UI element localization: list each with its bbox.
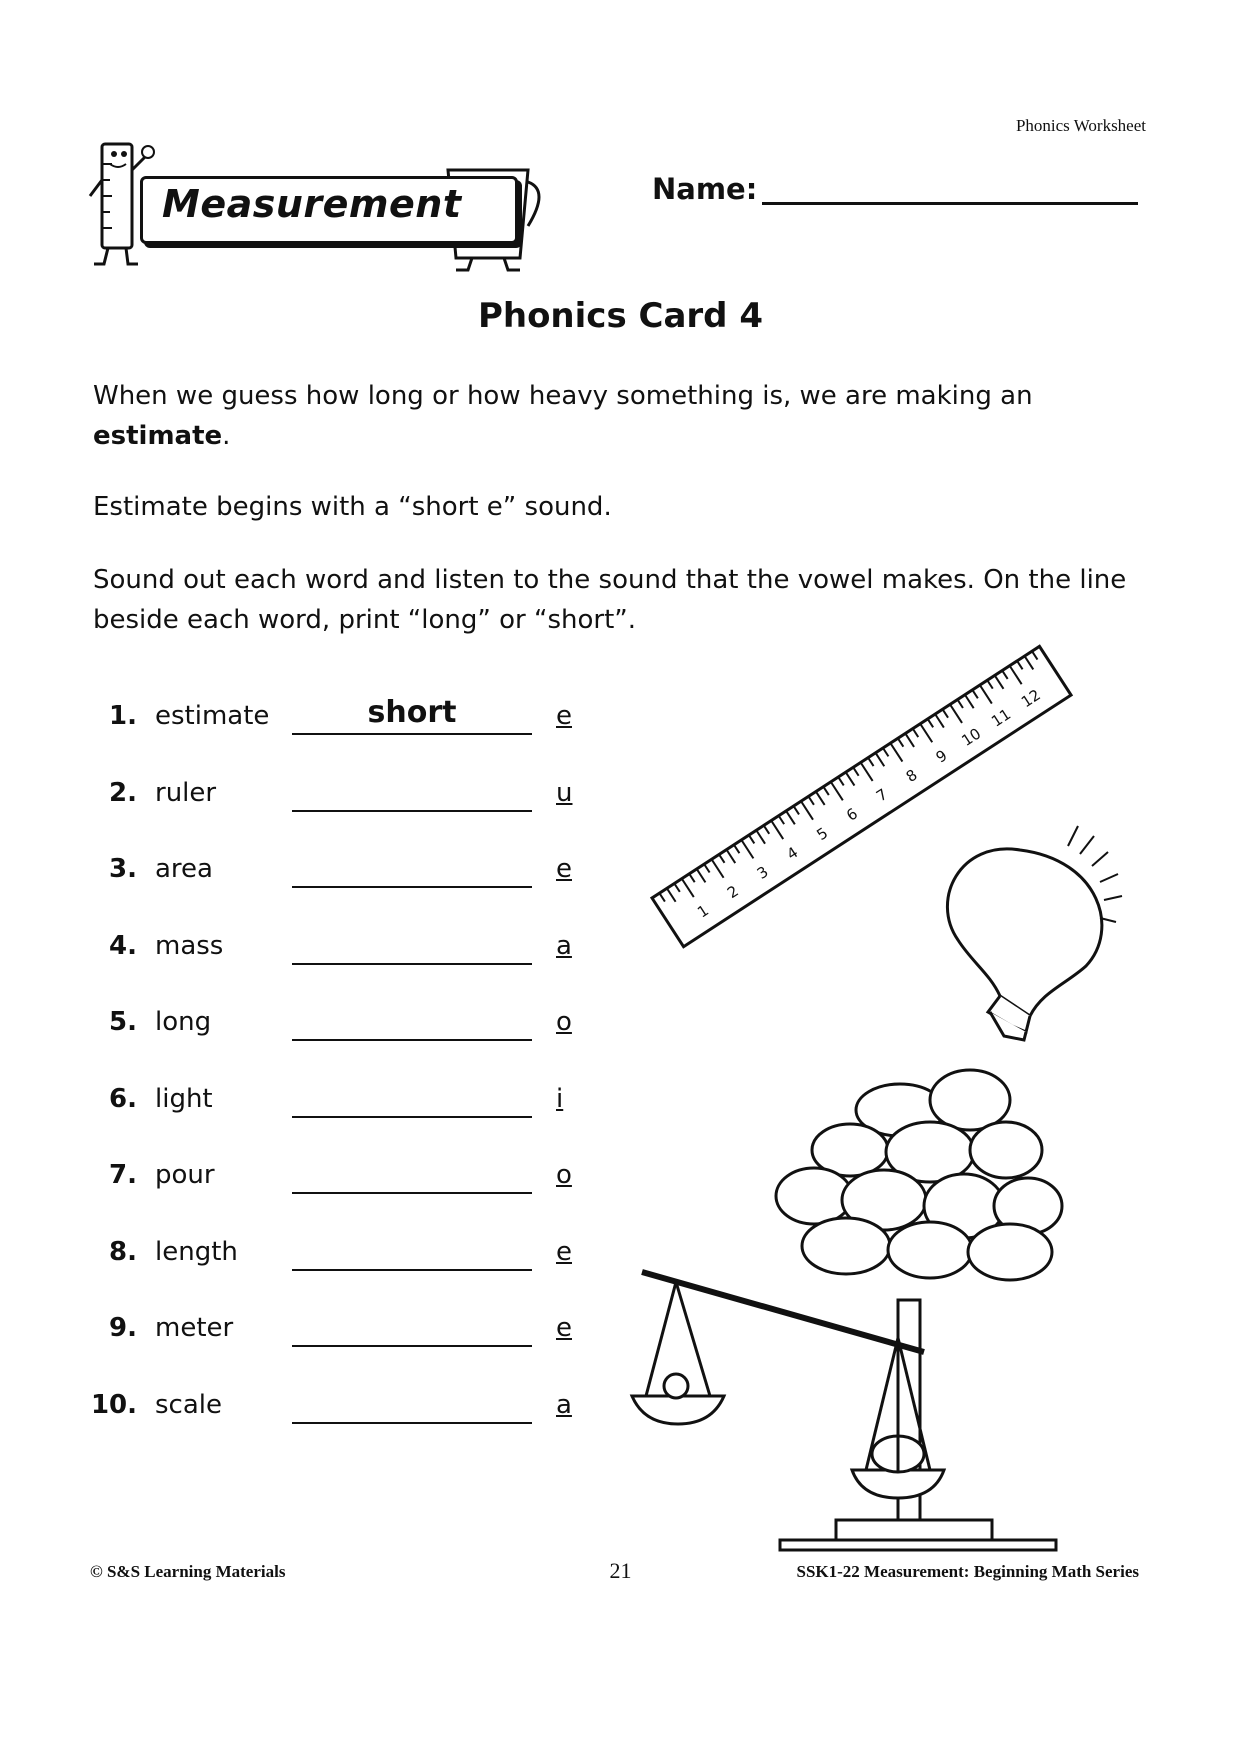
item-word: area — [155, 854, 213, 884]
vowel-hint: i — [556, 1083, 564, 1114]
list-item — [0, 695, 600, 761]
answer-line[interactable] — [292, 1116, 532, 1118]
answer-line[interactable] — [292, 810, 532, 812]
ruler-tick-label: 4 — [783, 843, 802, 864]
vowel-hint: u — [556, 777, 573, 808]
answer-line[interactable] — [292, 1039, 532, 1041]
intro-period: . — [222, 421, 231, 451]
ruler-tick-label: 1 — [694, 901, 712, 922]
item-word: meter — [155, 1313, 234, 1343]
answer-line[interactable] — [292, 1422, 532, 1424]
ruler-tick-label: 8 — [902, 765, 921, 787]
ruler-tick-label: 7 — [872, 785, 891, 806]
name-label: Name: — [652, 172, 758, 206]
vowel-hint: a — [556, 1389, 572, 1420]
ruler-tick-label: 3 — [753, 862, 772, 883]
vowel-hint: e — [556, 1236, 572, 1267]
item-number: 5. — [109, 1007, 137, 1037]
vowel-hint: o — [556, 1007, 572, 1037]
worksheet-type-label: Phonics Worksheet — [1015, 116, 1146, 135]
ruler-tick-label: 11 — [988, 705, 1015, 731]
answer-line[interactable] — [292, 963, 532, 965]
answer-line[interactable] — [292, 1269, 532, 1271]
list-item — [0, 1390, 600, 1450]
answer-line[interactable] — [292, 1192, 532, 1194]
item-number: 3. — [109, 854, 137, 884]
banner-title: Measurement — [162, 182, 462, 226]
list-item — [0, 1084, 600, 1144]
item-number: 8. — [109, 1236, 137, 1267]
list-item — [0, 1313, 600, 1373]
item-word: length — [155, 1236, 238, 1267]
list-item — [0, 778, 600, 838]
intro-text: When we guess how long or how heavy something is, we are making an — [93, 381, 1033, 411]
list-item — [0, 1237, 600, 1297]
item-word: pour — [155, 1160, 215, 1190]
vowel-hint: o — [556, 1160, 572, 1190]
footer-copyright: © S&S Learning Materials — [90, 1562, 286, 1581]
name-field[interactable] — [762, 202, 1138, 205]
item-word: long — [155, 1007, 212, 1037]
intro-keyword: estimate — [93, 421, 223, 451]
item-number: 9. — [109, 1313, 137, 1343]
ruler-tick-label: 9 — [932, 746, 951, 767]
answer-line[interactable] — [292, 1345, 532, 1347]
light-bulb-icon — [947, 826, 1122, 1040]
answer-line[interactable] — [292, 886, 532, 888]
vowel-hint: e — [556, 1313, 572, 1343]
vowel-hint: e — [556, 701, 572, 731]
ruler-tick-label: 12 — [1017, 685, 1044, 712]
item-number: 2. — [109, 777, 137, 808]
ruler-tick-label: 10 — [958, 724, 985, 750]
item-number: 4. — [109, 930, 137, 961]
vowel-hint: e — [556, 854, 572, 884]
footer-series-title: SSK1-22 Measurement: Beginning Math Series — [796, 1562, 1139, 1581]
list-item — [0, 1160, 600, 1220]
balance-scale-icon — [632, 1272, 1056, 1550]
ruler-tick-label: 5 — [813, 823, 832, 845]
measurement-banner — [88, 130, 608, 280]
short-e-paragraph: Estimate begins with a “short e” sound. — [93, 492, 612, 522]
item-word: estimate — [155, 701, 270, 731]
list-item — [0, 1007, 600, 1067]
list-item — [0, 854, 600, 914]
item-word: light — [155, 1083, 213, 1114]
item-number: 6. — [109, 1083, 137, 1114]
page-number: 21 — [609, 1558, 632, 1583]
list-item — [0, 931, 600, 991]
page-title: Phonics Card 4 — [477, 296, 764, 336]
answer-text: short — [367, 695, 457, 730]
intro-paragraph — [93, 376, 1153, 456]
instructions-paragraph: Sound out each word and listen to the sound that the vowel makes. On the line beside each word, print “long” or “short”. — [93, 565, 1127, 635]
illustrations — [600, 640, 1160, 1560]
potato-pile-icon — [776, 1070, 1062, 1280]
item-word: scale — [155, 1389, 222, 1420]
answer-line[interactable] — [292, 733, 532, 735]
item-number: 7. — [109, 1160, 137, 1190]
ruler-tick-label: 6 — [843, 804, 861, 825]
ruler-tick-label: 2 — [723, 881, 742, 903]
vowel-hint: a — [556, 930, 572, 961]
item-word: ruler — [155, 777, 217, 808]
item-word: mass — [155, 930, 224, 961]
item-number: 10. — [90, 1389, 137, 1420]
item-number: 1. — [109, 701, 137, 731]
